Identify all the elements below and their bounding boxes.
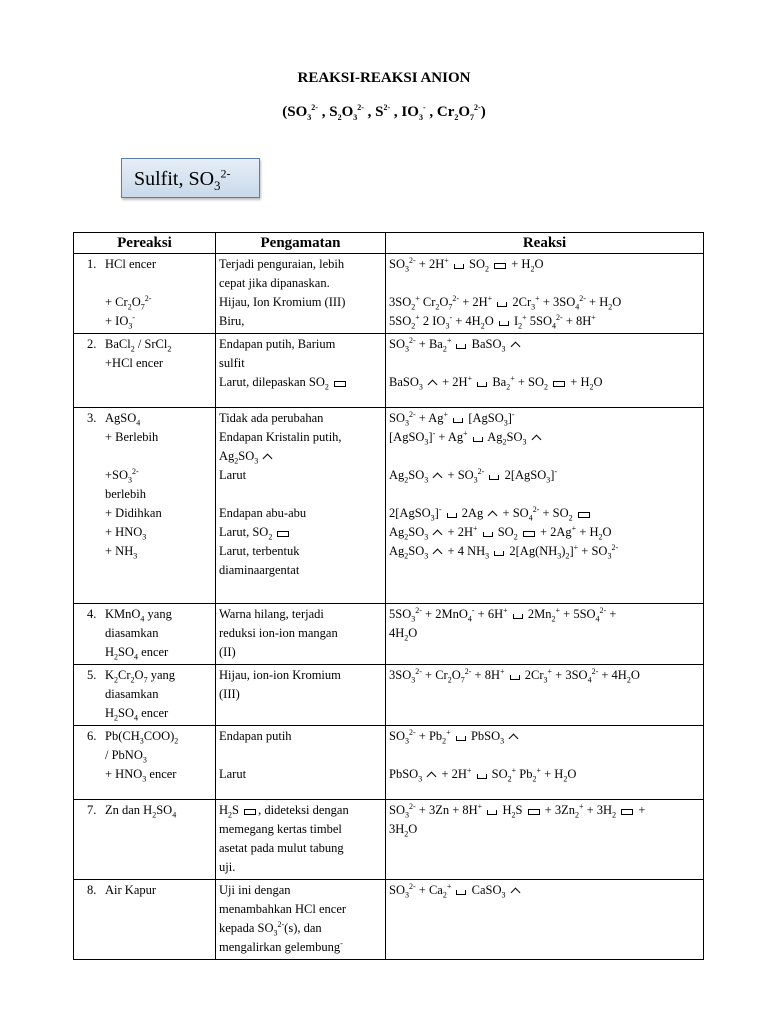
table-row xyxy=(74,604,704,665)
pereaksi-line: AgSO$_4$ xyxy=(105,411,141,428)
pengamatan-line: Warna hilang, terjadi xyxy=(219,607,324,621)
pengamatan-line: Endapan putih xyxy=(219,729,292,743)
table-row xyxy=(74,800,704,880)
reaksi-line: $3SO_3^{2-} + Cr_2O_7^{2-} + 8H^+$ $2Cr_3^+ + 3SO_4^{2-} + 4H_2O$ xyxy=(389,666,640,685)
cell-pereaksi xyxy=(74,880,216,960)
pengamatan-line: $H_2S$ , dideteksi dengan xyxy=(219,803,349,820)
cell-pereaksi xyxy=(74,665,216,726)
cell-reaksi xyxy=(386,800,704,880)
row-number: 6. xyxy=(87,729,97,743)
pereaksi-line: + $Cr_2O_7^{2-}$ xyxy=(105,293,152,312)
cell-pereaksi xyxy=(74,604,216,665)
reaksi-line: $SO_3^{2-} + 2H^+$ $SO_2 + H_2O$ xyxy=(389,255,544,274)
pengamatan-line: sulfit xyxy=(219,356,245,370)
document-subtitle: ($SO_3^{2-}$ , $S_2O_3^{2-}$ , $S^{2-}$ , $IO_3^-$ , $Cr_2O_7^{2-}$) xyxy=(282,103,486,122)
reaksi-line: $Ag_2SO_3 + 2H^+$ $SO_2 + 2Ag^+ + H_2O$ xyxy=(389,523,612,542)
cell-pengamatan xyxy=(216,334,386,408)
cell-pengamatan xyxy=(216,880,386,960)
cell-reaksi xyxy=(386,408,704,604)
reaction-table xyxy=(73,232,704,960)
pereaksi-line: + $HNO_3$ xyxy=(105,525,147,542)
reaksi-line: PbSO$_3$ + 2H+ $SO_2^+$ $Pb_2^+ + H_2O$ xyxy=(389,765,577,784)
reaksi-line: BaSO$_3$ + 2H+ $Ba_2^+ + SO_2 + H_2O$ xyxy=(389,373,603,392)
reaksi-line: $SO_3^{2-} + 3Zn + 8H^+$ $H_2S + 3Zn_2^+ + 3H_2$ + xyxy=(389,801,646,820)
reaksi-line: 2[AgSO$_3$]- $2Ag + SO_4^{2-} + SO_2$ xyxy=(389,504,700,523)
pereaksi-line: berlebih xyxy=(105,487,146,501)
document-title: REAKSI-REAKSI ANION xyxy=(297,70,471,86)
reaksi-line: $3H_2O$ xyxy=(389,822,418,839)
row-number: 3. xyxy=(87,411,97,425)
pengamatan-line: Terjadi penguraian, lebih xyxy=(219,257,345,271)
pengamatan-line: Endapan abu-abu xyxy=(219,506,307,520)
reaksi-line: $3SO_2^+$ $Cr_2O_7^{2-} + 2H^+$ $2Cr_3^+ + 3SO_4^{2-} + H_2O$ xyxy=(389,293,622,312)
pengamatan-line: $Ag_2SO_3$ xyxy=(219,447,382,466)
cell-pengamatan xyxy=(216,408,386,604)
cell-pengamatan xyxy=(216,604,386,665)
pereaksi-line: $K_2Cr_2O_7$ yang xyxy=(105,668,175,685)
pereaksi-line: KMnO$_4$ yang xyxy=(105,607,172,624)
reaksi-line: $Ag_2SO_3 + 4$ $NH_3$ $2[Ag(NH_3)_2]^+ + SO_3^{2-}$ xyxy=(389,542,619,561)
table-row xyxy=(74,880,704,960)
pereaksi-line: +HCl encer xyxy=(105,356,164,370)
pengamatan-line: Hijau, ion-ion Kromium xyxy=(219,668,341,682)
badge-sup: 2- xyxy=(220,166,231,181)
cell-pereaksi xyxy=(74,726,216,800)
reaksi-line xyxy=(389,274,700,293)
pengamatan-line: Larut xyxy=(219,767,247,781)
pereaksi-line: $H_2SO_4$ encer xyxy=(105,645,169,662)
reaksi-line: $SO_3^{2-} + Pb_2^+$ PbSO$_3$ xyxy=(389,727,700,746)
pengamatan-line: Hijau, Ion Kromium (III) xyxy=(219,295,346,309)
pengamatan-line: Larut, $SO_2$ xyxy=(219,523,382,542)
cell-reaksi xyxy=(386,665,704,726)
pengamatan-line: asetat pada mulut tabung xyxy=(219,841,344,855)
pengamatan-line: diaminaargentat xyxy=(219,563,300,577)
row-number: 8. xyxy=(87,883,97,897)
badge-label: Sulfit, SO xyxy=(134,168,215,190)
pereaksi-line: diasamkan xyxy=(105,626,159,640)
pereaksi-line: + Didihkan xyxy=(105,506,162,520)
pengamatan-line xyxy=(219,746,382,765)
table-row xyxy=(74,254,704,334)
pengamatan-line: uji. xyxy=(219,860,236,874)
cell-pereaksi xyxy=(74,800,216,880)
reaksi-line: $SO_3^{2-} + Ag^+$ [AgSO$_3$]- xyxy=(389,409,515,428)
section-badge xyxy=(121,158,260,198)
pengamatan-line: Larut xyxy=(219,468,247,482)
pereaksi-line: + Berlebih xyxy=(105,430,159,444)
reaksi-line xyxy=(389,354,700,373)
reaksi-line: $4H_2O$ xyxy=(389,626,418,643)
pereaksi-line: / PbNO$_3$ xyxy=(105,748,147,765)
row-number: 5. xyxy=(87,668,97,682)
reaksi-line: $5SO_2^+$ 2 $IO_3^- + 4H_2O$ $I_2^+$ $5SO_4^{2-} + 8H^+$ xyxy=(389,312,596,331)
cell-pereaksi xyxy=(74,254,216,334)
table-row xyxy=(74,408,704,604)
reaksi-line xyxy=(389,746,700,765)
pereaksi-line: BaCl$_2$ / SrCl$_2$ xyxy=(105,337,172,354)
pereaksi-line xyxy=(105,447,162,466)
pengamatan-line: Endapan Kristalin putih, xyxy=(219,430,342,444)
row-number: 7. xyxy=(87,803,97,817)
table-header-row xyxy=(74,233,704,254)
pengamatan-line: menambahkan HCl encer xyxy=(219,902,347,916)
pereaksi-line xyxy=(105,274,156,293)
header-reaksi: Reaksi xyxy=(386,233,704,254)
pereaksi-line: Zn dan $H_2SO_4$ xyxy=(105,803,177,820)
cell-reaksi xyxy=(386,334,704,408)
pereaksi-line: $Pb(CH_3COO)_2$ xyxy=(105,729,179,746)
reaksi-line xyxy=(389,485,700,504)
cell-reaksi xyxy=(386,604,704,665)
table-row xyxy=(74,334,704,408)
pengamatan-line: Biru, xyxy=(219,314,245,328)
reaksi-line: $5SO_3^{2-} + 2MnO_4^- + 6H^+$ $2Mn_2^+ + 5SO_4^{2-}$ + xyxy=(389,605,617,624)
pengamatan-line: Uji ini dengan xyxy=(219,883,291,897)
pengamatan-line: kepada $SO_3^{2-}(s)$, dan xyxy=(219,919,322,938)
cell-reaksi xyxy=(386,880,704,960)
pereaksi-line: $H_2SO_4$ encer xyxy=(105,706,169,723)
header-pereaksi: Pereaksi xyxy=(74,233,216,254)
reaksi-line: $Ag_2SO_3 + SO_3^{2-}$ 2[AgSO$_3$]- xyxy=(389,466,558,485)
cell-pengamatan xyxy=(216,665,386,726)
row-number: 1. xyxy=(87,257,97,271)
header-pengamatan: Pengamatan xyxy=(216,233,386,254)
row-number: 2. xyxy=(87,337,97,351)
reaksi-line: $SO_3^{2-} + Ca_2^+$ CaSO$_3$ xyxy=(389,881,700,900)
pengamatan-line: memegang kertas timbel xyxy=(219,822,342,836)
pengamatan-line: reduksi ion-ion mangan xyxy=(219,626,338,640)
reaksi-line: [AgSO$_3$]- + Ag+ $Ag_2SO_3$ xyxy=(389,428,700,447)
pereaksi-line: $+SO_3^{2-}$ xyxy=(105,466,139,485)
pengamatan-line: Larut, terbentuk xyxy=(219,544,300,558)
pereaksi-line: + $HNO_3$ encer xyxy=(105,767,177,784)
reaksi-line: $SO_3^{2-} + Ba_2^+$ BaSO$_3$ xyxy=(389,335,700,354)
pengamatan-line: Tidak ada perubahan xyxy=(219,411,324,425)
cell-pereaksi xyxy=(74,408,216,604)
cell-pengamatan xyxy=(216,254,386,334)
table-row xyxy=(74,726,704,800)
pengamatan-line: Endapan putih, Barium xyxy=(219,337,336,351)
pengamatan-line: (II) xyxy=(219,645,236,659)
pereaksi-line: HCl encer xyxy=(105,257,157,271)
pengamatan-line xyxy=(219,485,382,504)
table-row xyxy=(74,665,704,726)
row-number: 4. xyxy=(87,607,97,621)
cell-pengamatan xyxy=(216,726,386,800)
badge-sub: 3 xyxy=(214,178,221,193)
pengamatan-line: (III) xyxy=(219,687,240,701)
pereaksi-line: + $IO_3^-$ xyxy=(105,312,136,331)
cell-reaksi xyxy=(386,726,704,800)
cell-reaksi xyxy=(386,254,704,334)
reaksi-line xyxy=(389,447,700,466)
pengamatan-line: Larut, dilepaskan $SO_2$ xyxy=(219,373,382,392)
pengamatan-line: mengalirkan gelembung- xyxy=(219,938,343,954)
pengamatan-line: cepat jika dipanaskan. xyxy=(219,276,330,290)
pereaksi-line: Air Kapur xyxy=(105,883,157,897)
pereaksi-line: + $NH_3$ xyxy=(105,544,138,561)
cell-pengamatan xyxy=(216,800,386,880)
cell-pereaksi xyxy=(74,334,216,408)
pereaksi-line: diasamkan xyxy=(105,687,159,701)
